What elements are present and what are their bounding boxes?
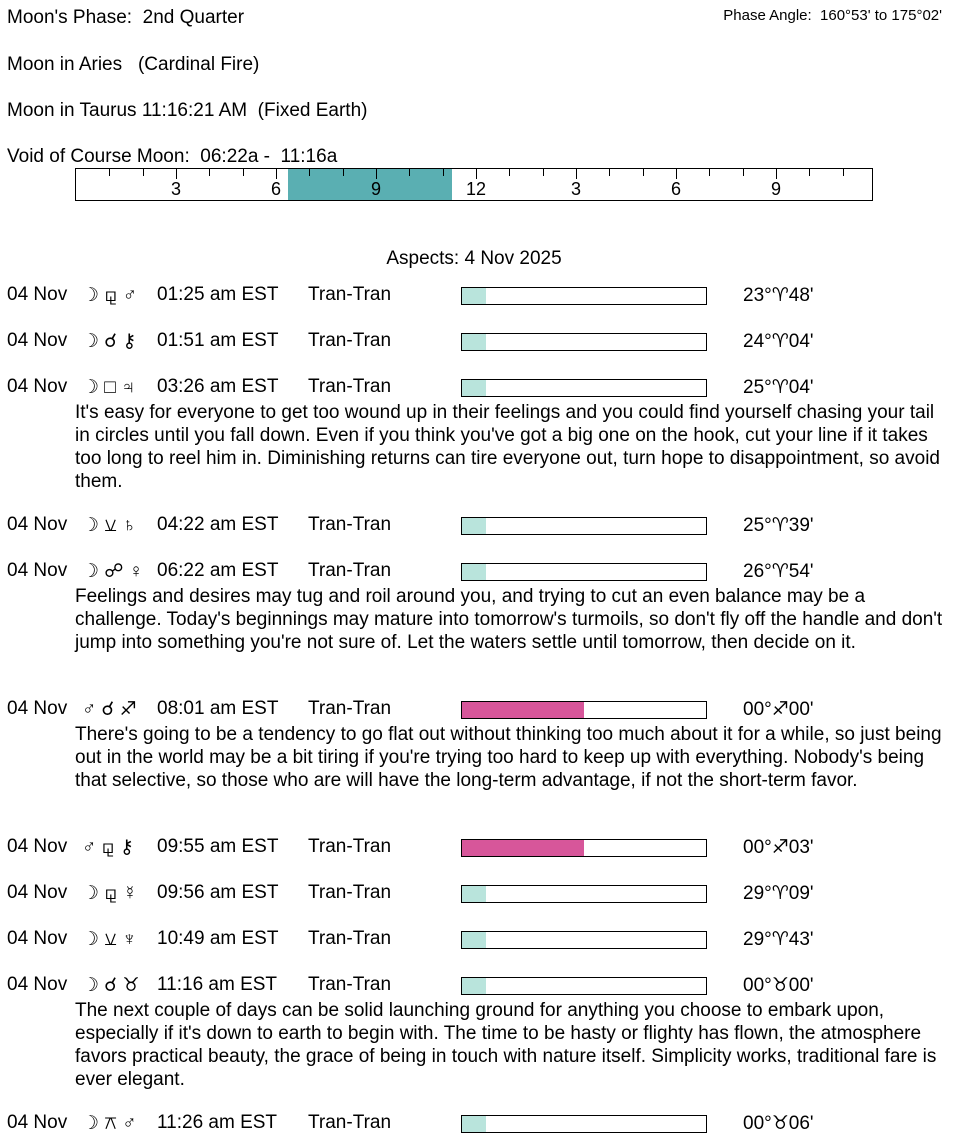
timeline-tick — [743, 169, 744, 176]
aspect-strength-bar — [461, 701, 707, 719]
aspect-time: 10:49 am EST — [157, 928, 279, 949]
aspect-strength-fill — [462, 840, 584, 856]
aspect-degree: 29°♈09' — [743, 883, 814, 904]
phase-angle: Phase Angle: 160°53' to 175°02' — [723, 7, 942, 24]
aspect-row — [0, 284, 972, 308]
aspect-date: 04 Nov — [7, 974, 68, 995]
aspect-strength-bar — [461, 287, 707, 305]
timeline-tick — [643, 169, 644, 176]
aspect-strength-bar — [461, 931, 707, 949]
timeline-label: 9 — [770, 179, 782, 199]
aspect-time: 03:26 am EST — [157, 376, 279, 397]
aspect-date: 04 Nov — [7, 882, 68, 903]
aspect-description: It's easy for everyone to get too wound up in their feelings and you could find yourself chasing your tail in circles until you fall down. Even if you think you've got a big one on the hook, cut your line if it takes too long to reel him in. Diminishing returns can tire everyone out, turn hope to disappointment, so avoid them. — [75, 402, 940, 492]
aspect-description: Feelings and desires may tug and roil around you, and trying to cut an even balance may be a challenge. Today's beginnings may mature into tomorrow's turmoils, so don't fly off the handle and don't jump into something you're not sure of. Let the waters settle until tomorrow, then decide on it. — [75, 586, 943, 653]
timeline-label: 6 — [670, 179, 682, 199]
aspect-degree: 23°♈48' — [743, 285, 814, 306]
moon-sign-taurus: Moon in Taurus 11:16:21 AM (Fixed Earth) — [7, 100, 368, 121]
timeline-tick — [709, 169, 710, 176]
aspect-strength-fill — [462, 518, 486, 534]
aspect-strength-fill — [462, 1116, 486, 1132]
moon-phase: Moon's Phase: 2nd Quarter — [7, 7, 245, 28]
aspect-degree: 24°♈04' — [743, 331, 814, 352]
aspect-kind: Tran-Tran — [308, 330, 392, 351]
aspect-row — [0, 376, 972, 400]
aspect-strength-fill — [462, 334, 486, 350]
aspect-row — [0, 974, 972, 998]
aspect-date: 04 Nov — [7, 1112, 68, 1133]
aspect-degree: 00°♉06' — [743, 1113, 814, 1134]
aspect-strength-bar — [461, 977, 707, 995]
timeline-tick — [276, 169, 277, 179]
timeline-tick — [243, 169, 244, 176]
aspect-degree: 25°♈39' — [743, 515, 814, 536]
aspect-row — [0, 836, 972, 860]
timeline-tick — [109, 169, 110, 176]
aspect-strength-fill — [462, 978, 486, 994]
timeline-tick — [343, 169, 344, 176]
aspect-kind: Tran-Tran — [308, 376, 392, 397]
aspect-glyphs: ☽ ☍ ♀ — [82, 561, 144, 582]
aspect-date: 04 Nov — [7, 514, 68, 535]
aspect-date: 04 Nov — [7, 330, 68, 351]
aspect-degree: 26°♈54' — [743, 561, 814, 582]
aspect-row — [0, 1112, 972, 1136]
aspect-degree: 25°♈04' — [743, 377, 814, 398]
aspect-strength-bar — [461, 839, 707, 857]
timeline-label: 3 — [570, 179, 582, 199]
aspect-time: 11:16 am EST — [157, 974, 278, 995]
aspect-time: 01:51 am EST — [157, 330, 279, 351]
aspect-glyphs: ☽ ⚺ ♄ — [82, 515, 137, 536]
aspect-glyphs: ☽ □ ♃ — [82, 377, 136, 398]
timeline-tick — [143, 169, 144, 176]
aspect-row — [0, 928, 972, 952]
aspect-glyphs: ☽ ⚺ ♆ — [82, 929, 137, 950]
void-timeline — [75, 168, 873, 201]
aspect-kind: Tran-Tran — [308, 1112, 392, 1133]
moon-sign-aries: Moon in Aries (Cardinal Fire) — [7, 54, 260, 75]
aspect-glyphs: ☽ ⚻ ♂ — [82, 1113, 137, 1134]
aspect-glyphs: ♂ ☌ ♐ — [82, 699, 137, 720]
aspect-strength-fill — [462, 702, 584, 718]
aspect-date: 04 Nov — [7, 836, 68, 857]
aspect-strength-fill — [462, 564, 486, 580]
timeline-tick — [776, 169, 777, 179]
aspect-row — [0, 698, 972, 722]
aspect-strength-fill — [462, 380, 486, 396]
timeline-tick — [809, 169, 810, 176]
aspect-row — [0, 560, 972, 584]
timeline-tick — [843, 169, 844, 176]
aspect-glyphs: ☽ ⚼ ♂ — [82, 285, 137, 306]
aspect-degree: 00°♐00' — [743, 699, 814, 720]
aspect-degree: 00°♐03' — [743, 837, 814, 858]
aspect-kind: Tran-Tran — [308, 514, 392, 535]
aspect-description: There's going to be a tendency to go flat out without thinking too much about it for a while, so just being out in the world may be a bit tiring if you're trying too hard to keep up with everything. Nobody's being that selective, so those who are will have the long-term advantage, if not the short-term favor. — [75, 724, 942, 791]
aspect-row — [0, 514, 972, 538]
aspect-kind: Tran-Tran — [308, 560, 392, 581]
aspect-strength-fill — [462, 288, 486, 304]
aspect-glyphs: ☽ ☌ ⚷ — [82, 331, 137, 352]
aspect-time: 11:26 am EST — [157, 1112, 278, 1133]
aspect-time: 09:55 am EST — [157, 836, 279, 857]
aspect-kind: Tran-Tran — [308, 928, 392, 949]
aspect-kind: Tran-Tran — [308, 284, 392, 305]
aspect-time: 04:22 am EST — [157, 514, 279, 535]
timeline-tick — [176, 169, 177, 179]
aspect-strength-fill — [462, 886, 486, 902]
aspect-time: 09:56 am EST — [157, 882, 279, 903]
aspect-date: 04 Nov — [7, 928, 68, 949]
void-of-course: Void of Course Moon: 06:22a - 11:16a — [7, 146, 338, 167]
aspect-time: 01:25 am EST — [157, 284, 279, 305]
aspect-time: 06:22 am EST — [157, 560, 279, 581]
aspect-degree: 00°♉00' — [743, 975, 814, 996]
aspect-date: 04 Nov — [7, 560, 68, 581]
timeline-tick — [476, 169, 477, 179]
aspect-kind: Tran-Tran — [308, 882, 392, 903]
aspect-kind: Tran-Tran — [308, 974, 392, 995]
aspect-row — [0, 882, 972, 906]
timeline-tick — [609, 169, 610, 176]
timeline-label: 9 — [370, 179, 382, 199]
aspect-strength-fill — [462, 932, 486, 948]
timeline-label: 3 — [170, 179, 182, 199]
aspect-strength-bar — [461, 333, 707, 351]
aspect-row — [0, 330, 972, 354]
aspect-strength-bar — [461, 517, 707, 535]
aspects-title: Aspects: 4 Nov 2025 — [386, 248, 562, 269]
timeline-tick — [576, 169, 577, 179]
aspect-date: 04 Nov — [7, 698, 68, 719]
aspect-date: 04 Nov — [7, 284, 68, 305]
aspect-glyphs: ♂ ⚼ ⚷ — [82, 837, 134, 858]
timeline-tick — [209, 169, 210, 176]
aspect-glyphs: ☽ ⚼ ☿ — [82, 883, 137, 904]
timeline-tick — [676, 169, 677, 179]
aspect-strength-bar — [461, 1115, 707, 1133]
aspect-description: The next couple of days can be solid launching ground for anything you choose to embark upon, especially if it's down to earth to begin with. The time to be hasty or flighty has flown, the atmosphere favors practical beauty, the grace of being in touch with nature itself. Simplicity works, traditional fare is ever elegant. — [75, 1000, 937, 1090]
aspect-strength-bar — [461, 379, 707, 397]
timeline-tick — [376, 169, 377, 179]
timeline-tick — [543, 169, 544, 176]
aspect-time: 08:01 am EST — [157, 698, 279, 719]
aspect-kind: Tran-Tran — [308, 836, 392, 857]
aspect-strength-bar — [461, 885, 707, 903]
aspect-degree: 29°♈43' — [743, 929, 814, 950]
aspect-glyphs: ☽ ☌ ♉ — [82, 975, 140, 996]
aspect-date: 04 Nov — [7, 376, 68, 397]
aspect-strength-bar — [461, 563, 707, 581]
timeline-tick — [309, 169, 310, 176]
timeline-tick — [509, 169, 510, 176]
timeline-tick — [443, 169, 444, 176]
timeline-label: 12 — [465, 179, 487, 199]
void-band — [288, 169, 451, 200]
timeline-label: 6 — [270, 179, 282, 199]
timeline-tick — [409, 169, 410, 176]
aspect-kind: Tran-Tran — [308, 698, 392, 719]
